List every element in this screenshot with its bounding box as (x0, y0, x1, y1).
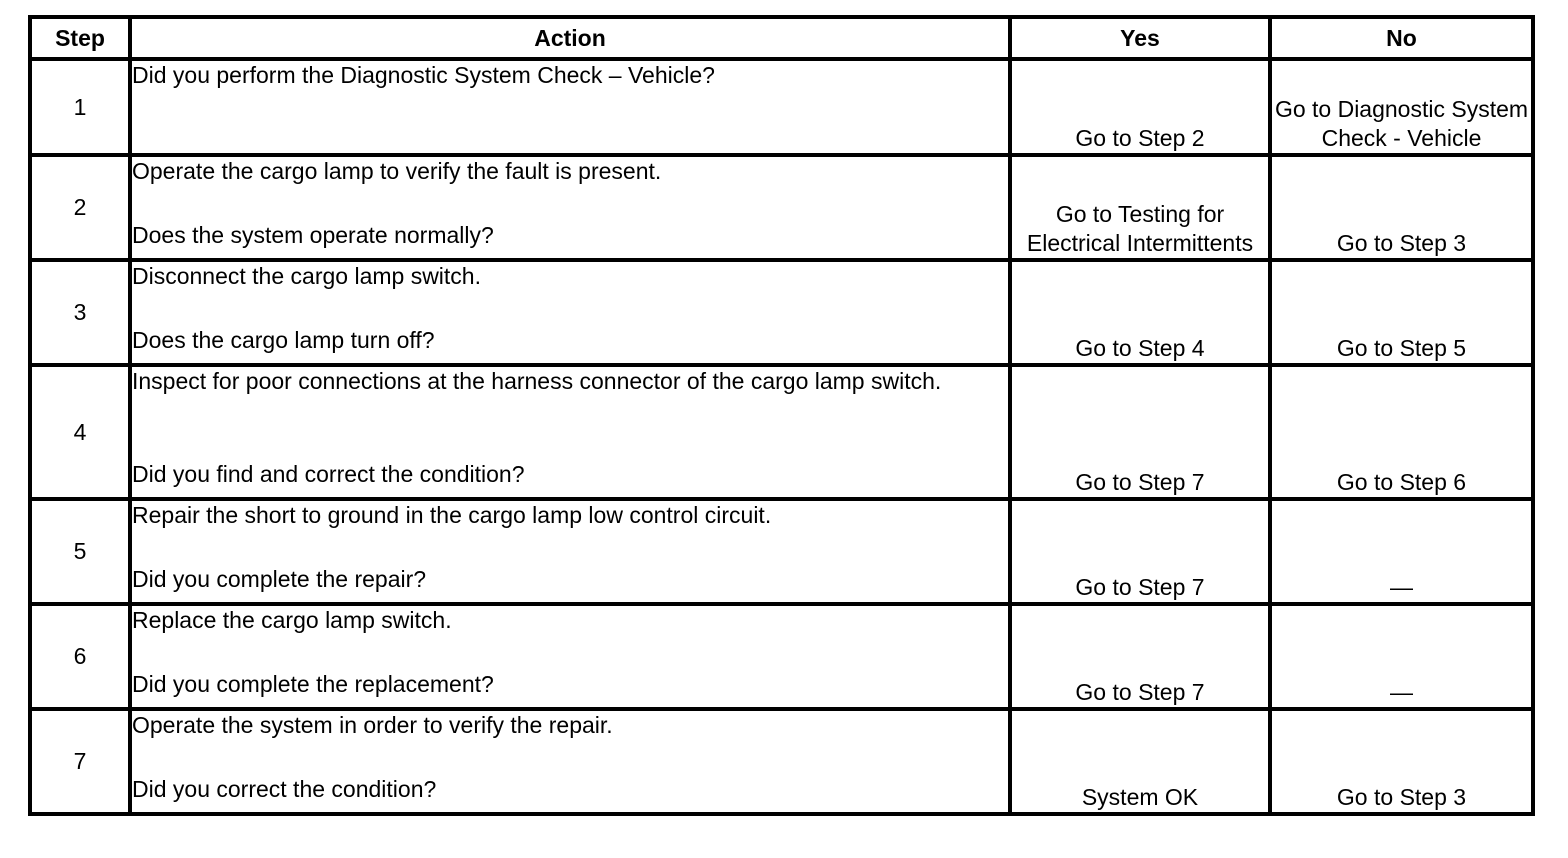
table-row (30, 499, 1533, 604)
header-yes: Yes (1010, 17, 1270, 59)
no-result: Go to Diagnostic System Check - Vehicle (1270, 59, 1533, 155)
yes-result: Go to Step 7 (1010, 365, 1270, 499)
table-row (30, 155, 1533, 260)
action-question: Did you complete the replacement? (132, 671, 494, 697)
table-row (30, 604, 1533, 709)
yes-result: System OK (1010, 709, 1270, 814)
table-row (30, 260, 1533, 365)
no-result: — (1270, 499, 1533, 604)
yes-result: Go to Step 7 (1010, 499, 1270, 604)
step-number: 2 (30, 155, 130, 260)
action-cell (130, 59, 1010, 155)
yes-result: Go to Step 7 (1010, 604, 1270, 709)
diagnostic-table (28, 15, 1535, 816)
no-result: Go to Step 3 (1270, 155, 1533, 260)
yes-result: Go to Step 4 (1010, 260, 1270, 365)
no-result: Go to Step 3 (1270, 709, 1533, 814)
step-number: 1 (30, 59, 130, 155)
no-result: — (1270, 604, 1533, 709)
header-row (30, 17, 1533, 59)
table-row (30, 365, 1533, 499)
action-cell (130, 709, 1010, 814)
table-row (30, 59, 1533, 155)
action-question: Does the system operate normally? (132, 222, 494, 248)
no-result: Go to Step 6 (1270, 365, 1533, 499)
action-cell (130, 604, 1010, 709)
yes-result: Go to Testing for Electrical Intermittents (1010, 155, 1270, 260)
action-instruction: Disconnect the cargo lamp switch. (132, 263, 481, 289)
header-action: Action (130, 17, 1010, 59)
header-no: No (1270, 17, 1533, 59)
step-number: 5 (30, 499, 130, 604)
table-row (30, 709, 1533, 814)
step-number: 3 (30, 260, 130, 365)
step-number: 6 (30, 604, 130, 709)
action-cell (130, 499, 1010, 604)
step-number: 7 (30, 709, 130, 814)
action-instruction: Operate the cargo lamp to verify the fault is present. (132, 158, 662, 184)
step-number: 4 (30, 365, 130, 499)
no-result: Go to Step 5 (1270, 260, 1533, 365)
action-instruction: Inspect for poor connections at the harness connector of the cargo lamp switch. (132, 368, 942, 394)
action-question: Did you correct the condition? (132, 776, 437, 802)
action-cell (130, 155, 1010, 260)
action-question: Did you find and correct the condition? (132, 461, 525, 487)
action-instruction: Replace the cargo lamp switch. (132, 607, 452, 633)
yes-result: Go to Step 2 (1010, 59, 1270, 155)
action-cell (130, 365, 1010, 499)
action-instruction: Did you perform the Diagnostic System Check – Vehicle? (132, 62, 715, 88)
header-step: Step (30, 17, 130, 59)
action-question: Does the cargo lamp turn off? (132, 327, 435, 353)
action-cell (130, 260, 1010, 365)
action-question: Did you complete the repair? (132, 566, 427, 592)
action-instruction: Operate the system in order to verify the repair. (132, 712, 613, 738)
action-instruction: Repair the short to ground in the cargo lamp low control circuit. (132, 502, 772, 528)
